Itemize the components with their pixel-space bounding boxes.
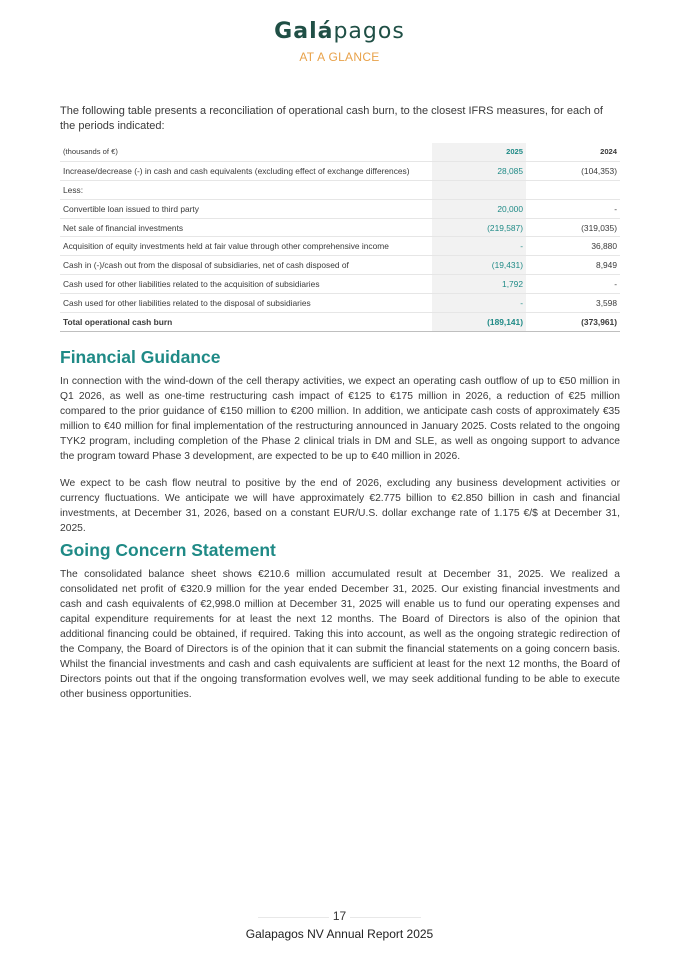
value-2025: 28,085 (432, 161, 526, 180)
value-2024: (373,961) (526, 313, 620, 332)
section-subtitle: AT A GLANCE (299, 50, 380, 64)
row-label: Net sale of financial investments (60, 218, 432, 237)
table-row (60, 218, 620, 237)
value-2025: (19,431) (432, 256, 526, 275)
row-label: Cash used for other liabilities related to the disposal of subsidiaries (60, 294, 432, 313)
row-label: Convertible loan issued to third party (60, 199, 432, 218)
value-2025: - (432, 294, 526, 313)
going-concern-heading: Going Concern Statement (60, 540, 276, 560)
value-2025: (189,141) (432, 313, 526, 332)
value-2024: 36,880 (526, 237, 620, 256)
value-2025: - (432, 237, 526, 256)
table-row (60, 161, 620, 180)
going-concern-paragraph: The consolidated balance sheet shows €210.6 million accumulated result at December 31, 2025. We realized a consolidated net profit of €320.9 million for the year ended December 31, 2025. Our existing financial investments and cash and cash equivalents of €2,998.0 million at December 31, 2025 will enable us to fund our operating expenses and capital expenditure requirements for at least the next 12 months. The Board of Directors is also of the opinion that additional financing could be obtained, if required. Taking this into account, as well as the ongoing strategic redirection of the Company, the Board of Directors is of the opinion that it can submit the financial statements on a going concern basis. Whilst the financial investments and cash and cash equivalents are sufficient at least for the next 12 months, the Board of Directors points out that if the ongoing transformation evolves well, we may seek additional funding to be able to execute other business opportunities. (60, 569, 620, 700)
value-2024: (104,353) (526, 161, 620, 180)
value-2024: (319,035) (526, 218, 620, 237)
value-2024: 3,598 (526, 294, 620, 313)
cash-burn-reconciliation-table (60, 143, 620, 332)
table-row (60, 199, 620, 218)
value-2025 (432, 180, 526, 199)
row-label: Cash in (-)/cash out from the disposal of subsidiaries, net of cash disposed of (60, 256, 432, 275)
value-2025: 1,792 (432, 275, 526, 294)
row-label: Less: (60, 180, 432, 199)
header-2025: 2025 (432, 143, 526, 161)
value-2025: (219,587) (432, 218, 526, 237)
page-number: 17 (0, 909, 679, 923)
header-units: (thousands of €) (60, 143, 432, 161)
financial-guidance-heading: Financial Guidance (60, 347, 221, 367)
row-label: Total operational cash burn (60, 313, 432, 332)
table-total-row (60, 313, 620, 332)
header-2024: 2024 (526, 143, 620, 161)
table-row (60, 237, 620, 256)
page-header (0, 18, 679, 64)
galapagos-logo: Galápagos (274, 19, 405, 44)
intro-text: The following table presents a reconciliation of operational cash burn, to the closest IFRS measures, for each of the periods indicated: (60, 105, 603, 132)
value-2024: 8,949 (526, 256, 620, 275)
table-row (60, 275, 620, 294)
table-row (60, 294, 620, 313)
table-header-row (60, 143, 620, 161)
value-2024: - (526, 275, 620, 294)
financial-guidance-paragraph-1: In connection with the wind-down of the cell therapy activities, we expect an operating cash outflow of up to €50 million in Q1 2026, as well as one-time restructuring cash impact of €125 to €175 million in 2026, a reduction of €25 million compared to the prior guidance of €150 million to €200 million. In addition, we anticipate cash costs of approximately €35 million to €40 million for final implementation of the restructuring announced in January 2025. Costs related to the ongoing TYK2 program, including completion of the Phase 2 clinical trials in DM and SLE, as well as ongoing support to advance the program toward Phase 3 development, are expected to be up to €40 million in 2026. (60, 376, 620, 462)
table-row (60, 256, 620, 275)
row-label: Acquisition of equity investments held at fair value through other comprehensive income (60, 237, 432, 256)
value-2024: - (526, 199, 620, 218)
row-label: Increase/decrease (-) in cash and cash equivalents (excluding effect of exchange differences) (60, 161, 432, 180)
value-2025: 20,000 (432, 199, 526, 218)
row-label: Cash used for other liabilities related to the acquisition of subsidiaries (60, 275, 432, 294)
table-row (60, 180, 620, 199)
value-2024 (526, 180, 620, 199)
financial-guidance-paragraph-2: We expect to be cash flow neutral to positive by the end of 2026, excluding any business development activities or currency fluctuations. We anticipate we will have approximately €2.775 billion to €2.850 billion in cash and financial investments, at December 31, 2026, based on a constant EUR/U.S. dollar exchange rate of 1.175 €/$ at December 31, 2025. (60, 478, 620, 534)
report-title: Galapagos NV Annual Report 2025 (245, 927, 434, 941)
